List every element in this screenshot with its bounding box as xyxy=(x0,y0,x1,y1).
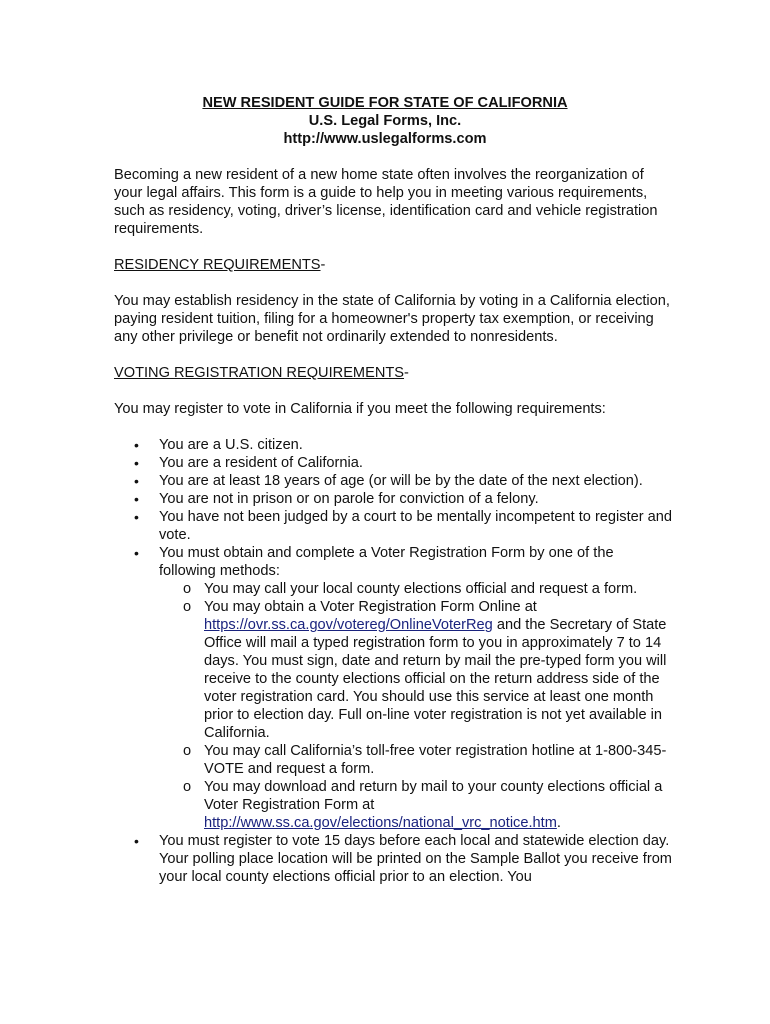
bullet-icon: • xyxy=(134,545,139,561)
bullet-icon: • xyxy=(134,491,139,507)
residency-paragraph: You may establish residency in the state of California by voting in a California election, paying resident tuition, filing for a homeowner's property tax exemption, or receiving any other privilege or benefit not ordinarily extended to nonresidents. xyxy=(114,293,670,345)
sub-list-item-text: You may call California’s toll-free voter registration hotline at 1-800-345-VOTE and request a form. xyxy=(204,743,667,777)
voting-heading-line xyxy=(114,364,674,382)
list-item xyxy=(114,436,674,454)
list-item xyxy=(114,832,674,886)
list-item xyxy=(114,544,674,832)
bullet-icon: • xyxy=(134,833,139,849)
registration-methods-list xyxy=(159,580,674,832)
list-item xyxy=(114,454,674,472)
sub-list-item xyxy=(159,742,674,778)
sub-bullet-icon: o xyxy=(183,779,192,795)
bullet-icon: • xyxy=(134,437,139,453)
list-item xyxy=(114,490,674,508)
company-url: http://www.uslegalforms.com xyxy=(283,131,487,147)
voting-requirements-list xyxy=(114,436,674,886)
list-item xyxy=(114,472,674,490)
voter-registration-form-link[interactable]: http://www.ss.ca.gov/elections/national_vrc_notice.htm xyxy=(204,815,557,831)
list-item xyxy=(114,508,674,544)
list-item-text: You are not in prison or on parole for conviction of a felony. xyxy=(159,491,539,507)
list-item-text: You must obtain and complete a Voter Registration Form by one of the following methods: xyxy=(159,545,614,579)
list-item-text: You are a U.S. citizen. xyxy=(159,437,303,453)
sub-list-item-text: You may download and return by mail to your county elections official a Voter Registration Form at xyxy=(204,779,663,813)
sub-list-item-text: You may call your local county elections official and request a form. xyxy=(204,581,638,597)
sub-bullet-icon: o xyxy=(183,743,192,759)
sub-list-item xyxy=(159,580,674,598)
residency-heading-dash: - xyxy=(320,257,326,273)
company-name: U.S. Legal Forms, Inc. xyxy=(308,113,462,129)
sub-list-item xyxy=(159,778,674,832)
document-header xyxy=(0,94,770,148)
sub-list-item-text: and the Secretary of State Office will mail a typed registration form to you in approximately 7 to 14 days. You must sign, date and return by mail the pre-typed form you will receive to the county elections official on the return address side of the voter registration card. You should use this service at least one month prior to election day. Full on-line voter registration is not yet available in California. xyxy=(204,617,667,741)
sub-bullet-icon: o xyxy=(183,581,192,597)
intro-paragraph: Becoming a new resident of a new home state often involves the reorganization of your legal affairs. This form is a guide to help you in meeting various requirements, such as residency, voting, driver’s license, identification card and vehicle registration requirements. xyxy=(114,167,658,237)
list-item-text: You must register to vote 15 days before each local and statewide election day. Your polling place location will be printed on the Sample Ballot you receive from your local county elections official prior to an election. You xyxy=(159,833,672,885)
bullet-icon: • xyxy=(134,455,139,471)
list-item-text: You have not been judged by a court to be mentally incompetent to register and vote. xyxy=(159,509,673,543)
list-item-text: You are a resident of California. xyxy=(159,455,363,471)
list-item-text: You are at least 18 years of age (or will be by the date of the next election). xyxy=(159,473,643,489)
residency-heading: RESIDENCY REQUIREMENTS xyxy=(114,257,321,273)
document-body xyxy=(114,166,674,886)
bullet-icon: • xyxy=(134,509,139,525)
document-title: NEW RESIDENT GUIDE FOR STATE OF CALIFORNIA xyxy=(202,95,568,111)
voting-heading-dash: - xyxy=(404,365,409,381)
sub-bullet-icon: o xyxy=(183,599,192,615)
online-voter-registration-link[interactable]: https://ovr.ss.ca.gov/votereg/OnlineVoterReg xyxy=(204,617,493,633)
voting-intro: You may register to vote in California if you meet the following requirements: xyxy=(114,401,606,417)
sub-list-item-text: . xyxy=(556,815,561,831)
sub-list-item-text: You may obtain a Voter Registration Form Online at xyxy=(204,599,537,615)
bullet-icon: • xyxy=(134,473,139,489)
voting-heading: VOTING REGISTRATION REQUIREMENTS xyxy=(114,365,405,381)
residency-heading-line xyxy=(114,256,674,274)
sub-list-item xyxy=(159,598,674,742)
